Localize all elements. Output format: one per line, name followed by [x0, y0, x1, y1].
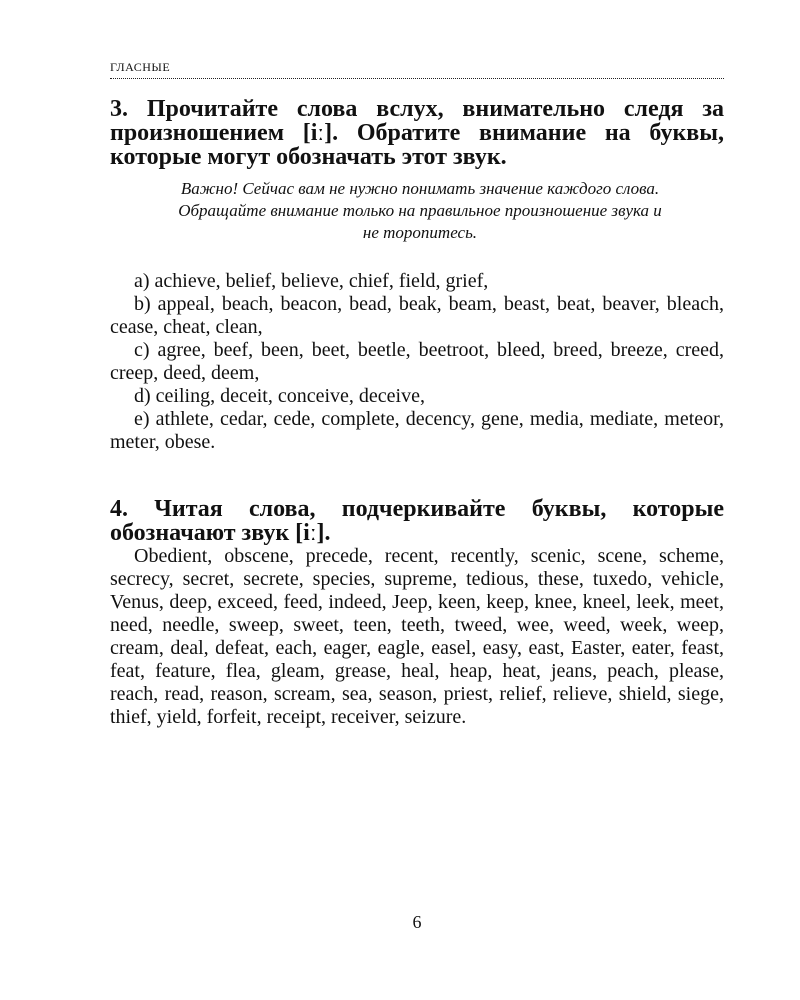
list-item: a) achieve, belief, believe, chief, field, grief, — [134, 270, 489, 292]
list-item: e) athlete, cedar, cede, complete, decency, gene, media, mediate, meteor, meter, obese. — [110, 408, 724, 453]
exercise-3-word-list — [110, 270, 724, 454]
running-head: ГЛАСНЫЕ — [110, 60, 171, 74]
exercise-4-word-list: Obedient, obscene, precede, recent, recently, scenic, scene, scheme, secrecy, secret, secrete, species, supreme, tedious, these, tuxedo, vehicle, Venus, deep, exceed, feed, indeed, Jeep, keen, keep, knee, kneel, leek, meet, need, needle, sweep, sweet, teen, teeth, tweed, wee, weed, week, weep, cream, deal, defeat, each, eager, eagle, easel, easy, east, Easter, eater, feast, feat, feature, flea, gleam, grease, heal, heap, heat, jeans, peach, please, reach, read, reason, scream, sea, season, priest, relief, relieve, shield, siege, thief, yield, forfeit, receipt, receiver, seizure. — [110, 545, 724, 728]
list-item: c) agree, beef, been, beet, beetle, beetroot, bleed, breed, breeze, creed, creep, deed, deem, — [110, 339, 724, 384]
page-number: 6 — [412, 912, 422, 932]
exercise-3-title: 3. Прочитайте слова вслух, внимательно следя за произношением [iː]. Обратите внимание на буквы, которые могут обозначать этот звук. — [110, 96, 724, 170]
exercise-4-title: 4. Читая слова, подчеркивайте буквы, которые обозначают звук [iː]. — [110, 496, 724, 546]
list-item: d) ceiling, deceit, conceive, deceive, — [134, 385, 425, 407]
book-page — [110, 0, 724, 1000]
exercise-3-note: Важно! Сейчас вам не нужно понимать значение каждого слова. Обращайте внимание только на правильное произношение звука и не торопитесь. — [178, 179, 662, 242]
dotted-divider — [110, 78, 724, 79]
list-item: b) appeal, beach, beacon, bead, beak, beam, beast, beat, beaver, bleach, cease, cheat, clean, — [110, 293, 724, 338]
